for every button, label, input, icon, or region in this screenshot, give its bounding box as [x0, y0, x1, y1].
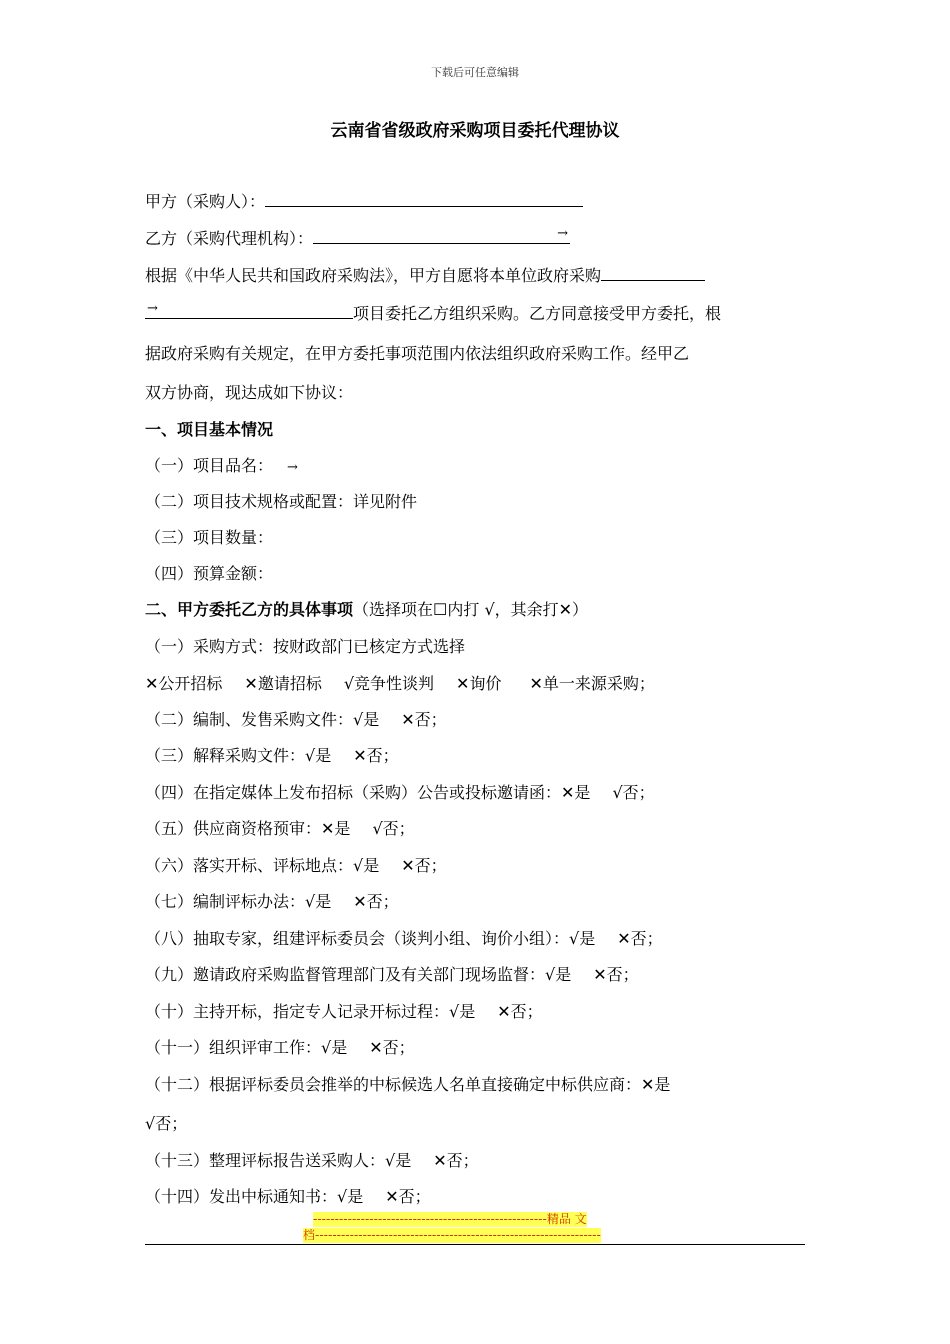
- yes-option[interactable]: √是: [545, 965, 572, 984]
- yes-option[interactable]: √是: [353, 856, 380, 875]
- section2-heading-line: [145, 599, 588, 621]
- item-text: （五）供应商资格预审：: [145, 819, 322, 838]
- yes-option[interactable]: ✕是: [321, 819, 351, 838]
- no-option[interactable]: ✕否；: [353, 892, 399, 911]
- yes-option[interactable]: √是: [449, 1002, 476, 1021]
- footer-watermark-2: 档------------------------------------------------------------------: [303, 1228, 601, 1242]
- section1-item-2: （二）项目技术规格或配置：详见附件: [145, 492, 418, 511]
- item-text: （十四）发出中标通知书：: [145, 1187, 338, 1206]
- intro-text-2: 项目委托乙方组织采购。乙方同意接受甲方委托，根: [353, 304, 722, 323]
- section1-item-4: （四）预算金额：: [145, 564, 274, 583]
- yes-option[interactable]: ✕是: [641, 1075, 671, 1094]
- no-option[interactable]: ✕否；: [353, 746, 399, 765]
- intro-line-3: 据政府采购有关规定，在甲方委托事项范围内依法组织政府采购工作。经甲乙: [145, 344, 690, 363]
- intro-line-4: 双方协商，现达成如下协议：: [145, 383, 354, 402]
- intro-line-2: [145, 302, 721, 325]
- no-option[interactable]: ✕否；: [497, 1002, 543, 1021]
- section2-item: [145, 928, 663, 950]
- item-text: （九）邀请政府采购监督管理部门及有关部门现场监督：: [145, 965, 546, 984]
- section2-item-12: [145, 1074, 670, 1096]
- method-negotiation[interactable]: √竞争性谈判: [343, 674, 435, 693]
- yes-option[interactable]: √是: [305, 892, 332, 911]
- item-text: （六）落实开标、评标地点：: [145, 856, 354, 875]
- no-option[interactable]: ✕否；: [385, 1187, 431, 1206]
- project-blank-2[interactable]: [145, 302, 353, 319]
- section2-item: [145, 964, 639, 986]
- party-b-label: 乙方（采购代理机构）：: [145, 229, 314, 248]
- method-line: （一）采购方式：按财政部门已核定方式选择: [145, 637, 466, 656]
- no-option[interactable]: ✕否；: [433, 1151, 479, 1170]
- no-option[interactable]: ✕否；: [593, 965, 639, 984]
- yes-option[interactable]: √是: [569, 929, 596, 948]
- section1-item-3: （三）项目数量：: [145, 528, 274, 547]
- yes-option[interactable]: √是: [305, 746, 332, 765]
- yes-option[interactable]: ✕是: [561, 783, 591, 802]
- item-text: （十一）组织评审工作：: [145, 1038, 322, 1057]
- party-b-blank[interactable]: [313, 227, 570, 244]
- item-text: （十二）根据评标委员会推举的中标候选人名单直接确定中标供应商：: [145, 1075, 642, 1094]
- tab-arrow-icon: →: [147, 301, 158, 316]
- party-b-line: [145, 227, 570, 250]
- section2-item: [145, 1037, 415, 1059]
- intro-line-1: [145, 264, 705, 287]
- item-text: （七）编制评标办法：: [145, 892, 306, 911]
- item-text: （一）项目品名：: [145, 456, 274, 475]
- no-option[interactable]: ✕否；: [401, 710, 447, 729]
- header-note: 下载后可任意编辑: [431, 66, 519, 79]
- section1-item-1: [145, 455, 298, 479]
- tab-arrow-icon: →: [557, 226, 569, 241]
- yes-option[interactable]: √是: [385, 1151, 412, 1170]
- no-option[interactable]: ✕否；: [401, 856, 447, 875]
- document-title: 云南省省级政府采购项目委托代理协议: [330, 121, 620, 141]
- method-invited-tender[interactable]: ✕邀请招标: [244, 674, 322, 693]
- section2-item: [145, 1150, 479, 1172]
- section1-heading: 一、项目基本情况: [145, 420, 274, 439]
- item-text: （三）解释采购文件：: [145, 746, 306, 765]
- item-text: （十三）整理评标报告送采购人：: [145, 1151, 386, 1170]
- section2-heading: 二、甲方委托乙方的具体事项: [145, 600, 354, 619]
- intro-text-1: 根据《中华人民共和国政府采购法》，甲方自愿将本单位政府采购: [145, 266, 602, 285]
- item-text: （八）抽取专家，组建评标委员会（谈判小组、询价小组）：: [145, 929, 570, 948]
- section2-heading-note: （选择项在☐内打 √，其余打✕）: [353, 600, 589, 619]
- method-single-source[interactable]: ✕单一来源采购；: [529, 674, 655, 693]
- item-text: （十）主持开标，指定专人记录开标过程：: [145, 1002, 450, 1021]
- no-option[interactable]: ✕否；: [369, 1038, 415, 1057]
- tab-arrow-icon: →: [287, 460, 298, 475]
- yes-option[interactable]: √是: [337, 1187, 364, 1206]
- section2-item-12-cont[interactable]: √否；: [145, 1114, 188, 1133]
- bottom-rule: [145, 1244, 805, 1245]
- section2-item: [145, 745, 399, 767]
- section2-item: [145, 782, 655, 804]
- item-text: （二）编制、发售采购文件：: [145, 710, 354, 729]
- yes-option[interactable]: √是: [321, 1038, 348, 1057]
- yes-option[interactable]: √是: [353, 710, 380, 729]
- method-open-tender[interactable]: ✕公开招标: [145, 674, 223, 693]
- no-option[interactable]: √否；: [372, 819, 415, 838]
- party-a-blank[interactable]: [265, 190, 583, 207]
- no-option[interactable]: √否；: [612, 783, 655, 802]
- no-option[interactable]: ✕否；: [617, 929, 663, 948]
- party-a-label: 甲方（采购人）：: [145, 192, 266, 211]
- methods-row: [145, 673, 655, 695]
- section2-item: [145, 855, 447, 877]
- section2-item: [145, 818, 415, 840]
- section2-item: [145, 1001, 543, 1023]
- method-inquiry[interactable]: ✕询价: [456, 674, 502, 693]
- footer-watermark-1: ------------------------------------------------------精品 文: [313, 1212, 587, 1226]
- project-blank-1[interactable]: [601, 264, 705, 281]
- section2-item: [145, 709, 447, 731]
- section2-item: [145, 891, 399, 913]
- party-a-line: [145, 190, 583, 213]
- section2-item: [145, 1186, 431, 1208]
- item-text: （四）在指定媒体上发布招标（采购）公告或投标邀请函：: [145, 783, 562, 802]
